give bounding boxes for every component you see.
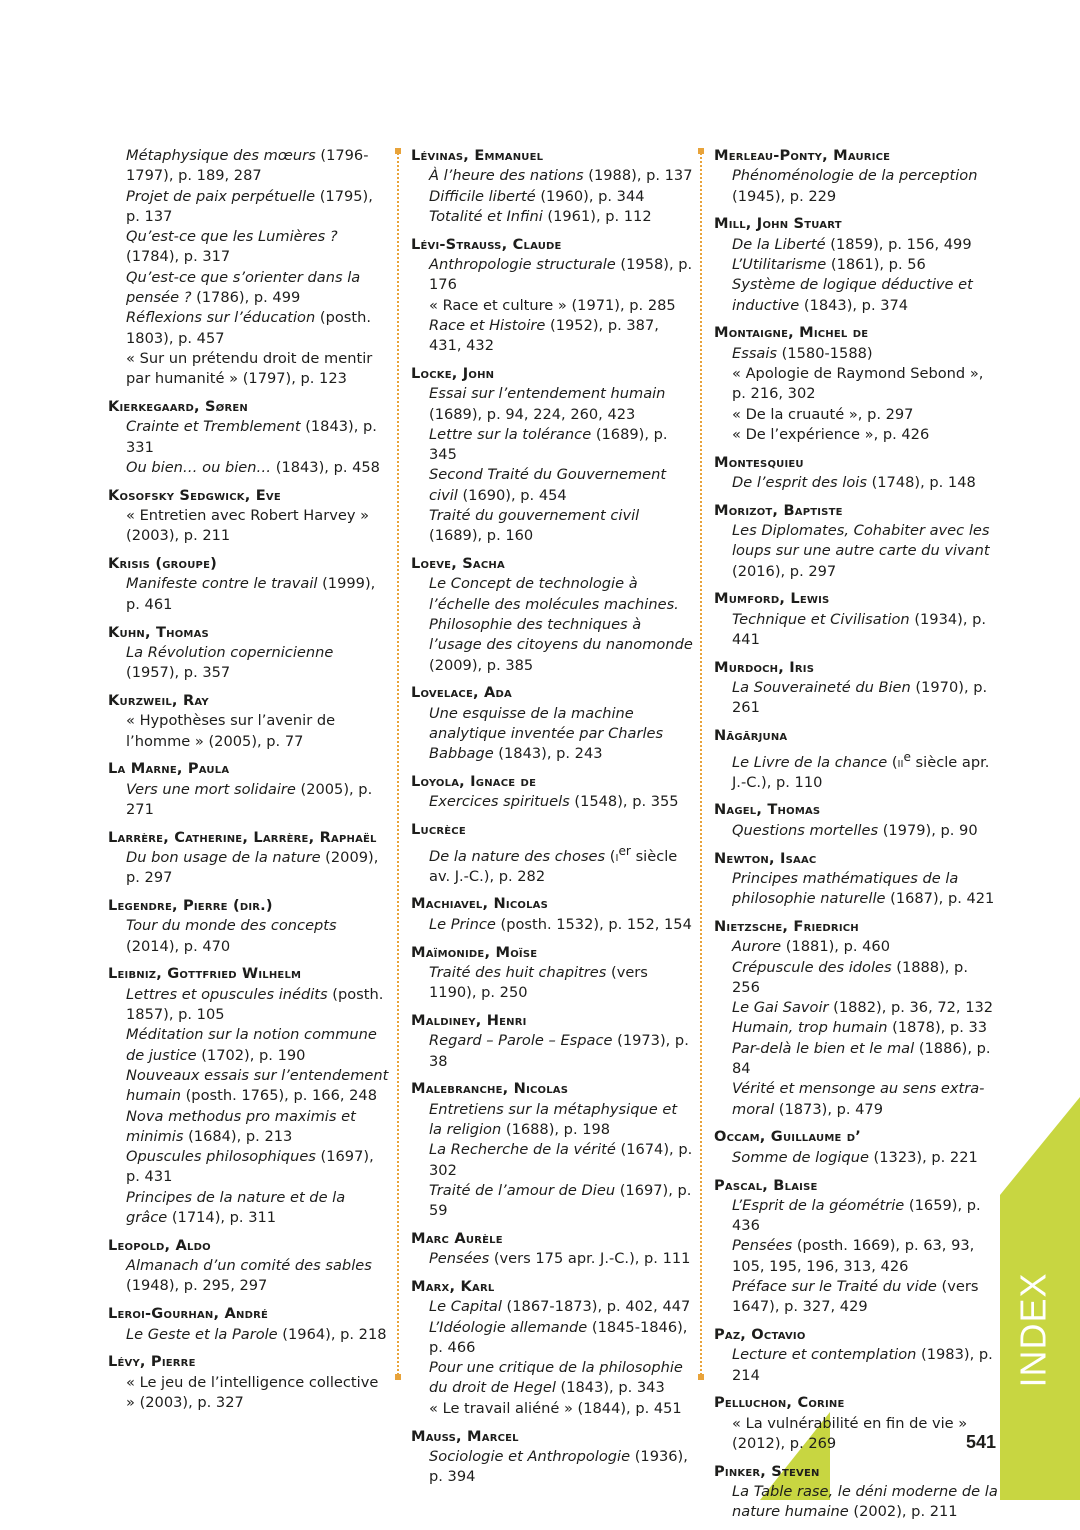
index-entry (108, 623, 390, 684)
work-reference: « Le jeu de l’intelligence collective » (2003), p. 327 (126, 1373, 379, 1411)
work-reference: Principes mathématiques de la philosophie naturelle (1687), p. 421 (732, 869, 995, 908)
work-reference: Du bon usage de la nature (2009), p. 297 (126, 849, 379, 887)
work-reference: Essais (1580-1588) (732, 344, 873, 362)
work-reference: Essai sur l’entendement humain (1689), p. 94, 224, 260, 423 (429, 385, 666, 423)
work-reference: Difficile liberté (1960), p. 344 (429, 187, 645, 205)
index-entry (714, 453, 999, 494)
index-entry (714, 1393, 999, 1454)
work-reference: Nouveaux essais sur l’entendement humain (posth. 1765), p. 166, 248 (126, 1066, 389, 1105)
index-entry (108, 691, 390, 752)
author-name: Nagel, Thomas (714, 801, 821, 819)
author-name: Legendre, Pierre (dir.) (108, 897, 273, 915)
author-name: Marc Aurèle (411, 1229, 503, 1247)
work-reference: Qu’est-ce que s’orienter dans la pensée ? (1786), p. 499 (126, 268, 361, 307)
work-reference: Pensées (vers 175 apr. J.-C.), p. 111 (429, 1250, 691, 1268)
work-reference: Le Concept de technologie à l’échelle des molécules machines. Philosophie des techniques à l’usage des citoyens du nanomonde (2009), p. 385 (429, 575, 693, 674)
work-reference: Lecture et contemplation (1983), p. 214 (732, 1346, 993, 1384)
author-name: Loyola, Ignace de (411, 773, 537, 791)
work-reference: Second Traité du Gouvernement civil (1690), p. 454 (429, 466, 667, 504)
work-reference: Système de logique déductive et inductive (1843), p. 374 (732, 276, 973, 314)
index-entry (411, 146, 693, 227)
work-reference: De l’esprit des lois (1748), p. 148 (732, 473, 976, 491)
index-entry (411, 1427, 693, 1488)
work-reference: Almanach d’un comité des sables (1948), p. 295, 297 (126, 1257, 372, 1295)
work-reference: Opuscules philosophiques (1697), p. 431 (126, 1148, 374, 1186)
author-name: Leibniz, Gottfried Wilhelm (108, 965, 302, 983)
index-column-3 (714, 146, 999, 1530)
author-name: Kurzweil, Ray (108, 691, 209, 709)
index-entry (714, 917, 999, 1120)
index-column-1 (108, 146, 390, 1421)
index-entry (714, 658, 999, 719)
author-name: Mauss, Marcel (411, 1427, 519, 1445)
work-reference: L’Utilitarisme (1861), p. 56 (732, 255, 926, 273)
work-reference: Humain, trop humain (1878), p. 33 (732, 1019, 988, 1037)
work-reference: Une esquisse de la machine analytique inventée par Charles Babbage (1843), p. 243 (429, 704, 664, 763)
work-reference: « Apologie de Raymond Sebond », p. 216, 302 (732, 364, 984, 403)
index-entry (108, 759, 390, 820)
author-name: Lévinas, Emmanuel (411, 147, 544, 164)
index-entry (714, 1325, 999, 1386)
work-reference: Manifeste contre le travail (1999), p. 461 (126, 575, 376, 613)
work-reference: « Hypothèses sur l’avenir de l’homme » (2005), p. 77 (126, 712, 336, 750)
work-reference: Exercices spirituels (1548), p. 355 (429, 793, 679, 811)
work-reference: Ou bien… ou bien… (1843), p. 458 (126, 458, 380, 476)
work-reference: Phénoménologie de la perception (1945), p. 229 (732, 167, 978, 205)
author-name: Paz, Octavio (714, 1326, 806, 1344)
index-entry (714, 1127, 999, 1168)
index-entry (714, 214, 999, 315)
work-reference: Le Capital (1867-1873), p. 402, 447 (429, 1298, 691, 1316)
author-name: Kosofsky Sedgwick, Eve (108, 486, 281, 504)
index-entry (108, 146, 390, 390)
work-reference: Technique et Civilisation (1934), p. 441 (732, 610, 987, 649)
index-entry (108, 1236, 390, 1297)
page-number: 541 (966, 1432, 997, 1452)
work-reference: Traité du gouvernement civil (1689), p. 160 (429, 507, 640, 545)
work-reference: Pensées (posth. 1669), p. 63, 93, 105, 195, 196, 313, 426 (732, 1237, 975, 1275)
index-entry (411, 235, 693, 357)
author-name: Mill, John Stuart (714, 215, 842, 233)
author-name: Leopold, Aldo (108, 1236, 211, 1254)
author-name: Mumford, Lewis (714, 590, 830, 608)
work-reference: Entretiens sur la métaphysique et la religion (1688), p. 198 (429, 1100, 678, 1138)
author-name: Montaigne, Michel de (714, 324, 869, 342)
work-reference: La Recherche de la vérité (1674), p. 302 (429, 1141, 693, 1179)
author-name: Pascal, Blaise (714, 1176, 818, 1194)
work-reference: L’Esprit de la géométrie (1659), p. 436 (732, 1196, 981, 1235)
index-entry (108, 397, 390, 478)
work-reference: Par-delà le bien et le mal (1886), p. 84 (732, 1039, 991, 1078)
author-name: La Marne, Paula (108, 760, 230, 778)
author-name: Krisis (groupe) (108, 555, 217, 573)
author-name: Newton, Isaac (714, 849, 817, 867)
index-entry (411, 1011, 693, 1072)
work-reference: L’Idéologie allemande (1845-1846), p. 466 (429, 1318, 688, 1356)
index-side-tab (1012, 1272, 1056, 1388)
index-entry (411, 1079, 693, 1221)
work-reference: Somme de logique (1323), p. 221 (732, 1148, 978, 1166)
index-entry (411, 943, 693, 1004)
work-reference: Métaphysique des mœurs (1796-1797), p. 189, 287 (126, 147, 369, 185)
author-name: Loeve, Sacha (411, 555, 505, 573)
author-name: Occam, Guillaume d’ (714, 1128, 862, 1146)
work-reference: Qu’est-ce que les Lumières ? (1784), p. 317 (126, 228, 338, 266)
work-reference: « Sur un prétendu droit de mentir par humanité » (1797), p. 123 (126, 349, 373, 388)
index-entry (108, 1304, 390, 1345)
work-reference: La Table rase, le déni moderne de la nature humaine (2002), p. 211 (732, 1483, 998, 1521)
author-name: Merleau-Ponty, Maurice (714, 147, 891, 164)
index-entry (108, 554, 390, 615)
work-reference: La Révolution copernicienne (1957), p. 357 (126, 643, 334, 682)
index-entry (411, 683, 693, 764)
index-entry (108, 964, 390, 1228)
index-entry (714, 501, 999, 582)
work-reference: « Race et culture » (1971), p. 285 (429, 296, 676, 314)
work-reference: Pour une critique de la philosophie du droit de Hegel (1843), p. 343 (429, 1359, 683, 1397)
author-name: Lévy, Pierre (108, 1353, 196, 1371)
work-reference: Totalité et Infini (1961), p. 112 (429, 207, 652, 225)
index-entry (411, 364, 693, 547)
work-reference: Tour du monde des concepts (2014), p. 470 (126, 917, 337, 955)
work-reference: « Le travail aliéné » (1844), p. 451 (429, 1399, 682, 1417)
index-entry (411, 1277, 693, 1419)
work-reference: Le Prince (posth. 1532), p. 152, 154 (429, 915, 692, 933)
work-reference: Le Gai Savoir (1882), p. 36, 72, 132 (732, 999, 994, 1017)
index-entry (714, 726, 999, 793)
index-column-2 (411, 146, 693, 1495)
work-reference: Vers une mort solidaire (2005), p. 271 (126, 780, 373, 818)
index-entry (108, 896, 390, 957)
work-reference: Traité des huit chapitres (vers 1190), p. 250 (429, 963, 648, 1002)
author-name: Lucrèce (411, 821, 466, 839)
work-reference: De la nature des choses ($i^{er}$ siècle av. J.-C.), p. 282 (429, 843, 678, 885)
work-reference: À l’heure des nations (1988), p. 137 (429, 167, 693, 185)
work-reference: Lettre sur la tolérance (1689), p. 345 (429, 425, 668, 464)
work-reference: « Entretien avec Robert Harvey » (2003), p. 211 (126, 507, 370, 545)
index-entry (108, 828, 390, 889)
work-reference: Réflexions sur l’éducation (posth. 1803), p. 457 (126, 309, 371, 347)
work-reference: La Souveraineté du Bien (1970), p. 261 (732, 679, 988, 717)
work-reference: Questions mortelles (1979), p. 90 (732, 821, 978, 839)
index-entry (411, 554, 693, 676)
author-name: Lévi-Strauss, Claude (411, 235, 562, 253)
author-name: Leroi-Gourhan, André (108, 1305, 269, 1323)
index-entry (714, 146, 999, 207)
work-reference: De la Liberté (1859), p. 156, 499 (732, 235, 972, 253)
author-name: Nāgārjuna (714, 727, 788, 745)
work-reference: Les Diplomates, Cohabiter avec les loups sur une autre carte du vivant (2016), p. 297 (732, 522, 990, 580)
work-reference: Traité de l’amour de Dieu (1697), p. 59 (429, 1181, 692, 1220)
work-reference: « De la cruauté », p. 297 (732, 405, 914, 423)
index-entry (411, 772, 693, 813)
work-reference: Préface sur le Traité du vide (vers 1647), p. 327, 429 (732, 1278, 979, 1316)
work-reference: Le Livre de la chance ($ii^e$ siècle apr. J.-C.), p. 110 (732, 749, 990, 791)
work-reference: « La vulnérabilité en fin de vie » (2012), p. 269 (732, 1414, 968, 1453)
work-reference: Regard – Parole – Espace (1973), p. 38 (429, 1032, 689, 1070)
author-name: Montesquieu (714, 453, 804, 471)
work-reference: Race et Histoire (1952), p. 387, 431, 432 (429, 316, 659, 355)
author-name: Kuhn, Thomas (108, 623, 209, 641)
work-reference: Principes de la nature et de la grâce (1714), p. 311 (126, 1188, 346, 1227)
index-entry (714, 323, 999, 445)
work-reference: Projet de paix perpétuelle (1795), p. 137 (126, 187, 373, 225)
work-reference: Lettres et opuscules inédits (posth. 1857), p. 105 (126, 985, 384, 1024)
index-tab-label: INDEX (1013, 1272, 1054, 1388)
index-entry (714, 589, 999, 650)
work-reference: Anthropologie structurale (1958), p. 176 (429, 255, 693, 294)
author-name: Nietzsche, Friedrich (714, 917, 859, 935)
work-reference: Sociologie et Anthropologie (1936), p. 394 (429, 1447, 688, 1486)
author-name: Morizot, Baptiste (714, 501, 843, 519)
work-reference: Crainte et Tremblement (1843), p. 331 (126, 418, 377, 456)
index-entry (714, 1176, 999, 1318)
work-reference: « De l’expérience », p. 426 (732, 425, 930, 443)
index-entry (108, 1352, 390, 1413)
index-entry (411, 894, 693, 935)
author-name: Locke, John (411, 364, 495, 382)
work-reference: Nova methodus pro maximis et minimis (1684), p. 213 (126, 1107, 356, 1145)
work-reference: Aurore (1881), p. 460 (732, 938, 890, 956)
author-name: Malebranche, Nicolas (411, 1080, 569, 1098)
author-name: Lovelace, Ada (411, 684, 512, 702)
index-entry (108, 486, 390, 547)
column-separator-2 (700, 150, 702, 1378)
author-name: Maïmonide, Moïse (411, 943, 538, 961)
work-reference: Méditation sur la notion commune de justice (1702), p. 190 (126, 1026, 377, 1064)
author-name: Kierkegaard, Søren (108, 398, 248, 416)
author-name: Pelluchon, Corine (714, 1394, 845, 1412)
author-name: Machiavel, Nicolas (411, 895, 549, 913)
index-entry (411, 820, 693, 887)
column-separator-1 (397, 150, 399, 1378)
author-name: Pinker, Steven (714, 1462, 820, 1480)
index-entry (411, 1229, 693, 1270)
author-name: Murdoch, Iris (714, 658, 815, 676)
author-name: Marx, Karl (411, 1278, 495, 1295)
index-entry (714, 849, 999, 910)
author-name: Larrère, Catherine, Larrère, Raphaël (108, 828, 377, 846)
index-entry (714, 1462, 999, 1523)
work-reference: Le Geste et la Parole (1964), p. 218 (126, 1325, 387, 1343)
index-entry (714, 800, 999, 841)
work-reference: Crépuscule des idoles (1888), p. 256 (732, 958, 968, 996)
work-reference: Vérité et mensonge au sens extra-moral (1873), p. 479 (732, 1080, 985, 1118)
author-name: Maldiney, Henri (411, 1011, 527, 1029)
